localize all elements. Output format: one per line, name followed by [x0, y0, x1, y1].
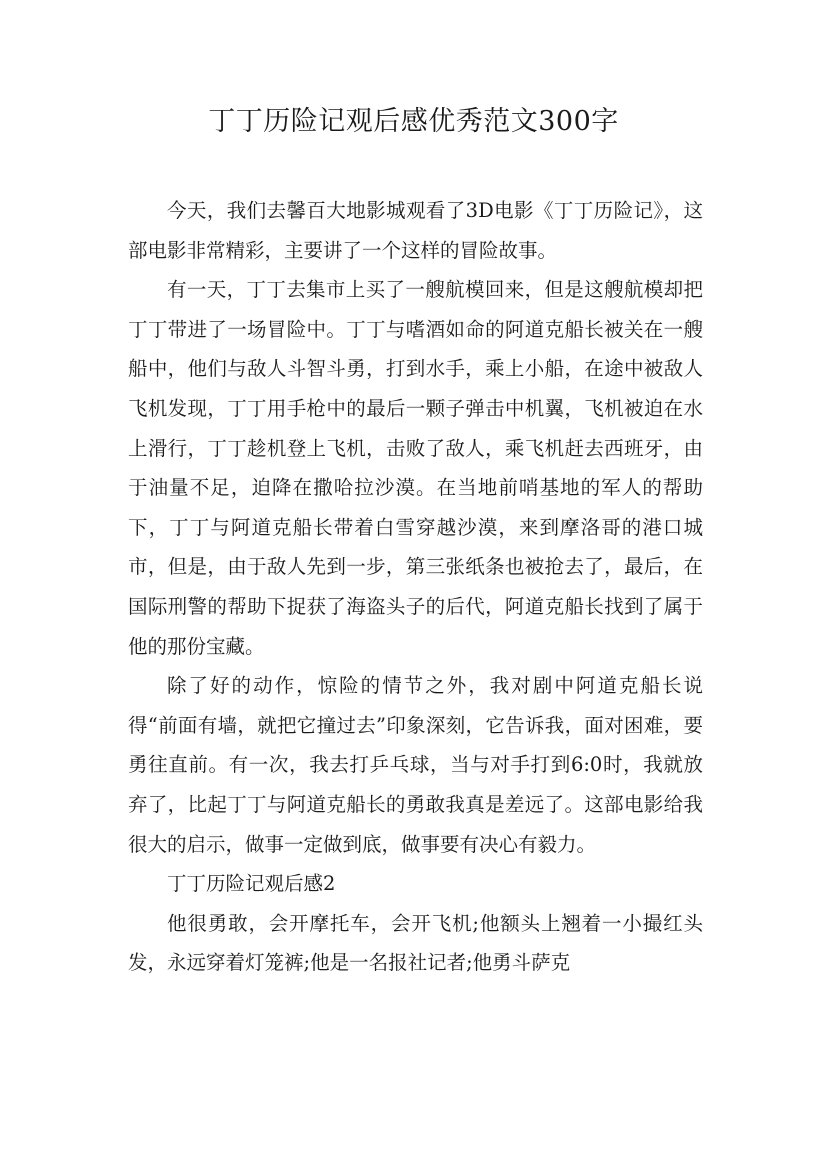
- document-body: [128, 191, 703, 983]
- paragraph-1: 今天，我们去馨百大地影城观看了3D电影《丁丁历险记》，这部电影非常精彩，主要讲了一个这样的冒险故事。: [128, 199, 703, 262]
- paragraph-4: 他很勇敢，会开摩托车，会开飞机;他额头上翘着一小撮红头发，永远穿着灯笼裤;他是一名报社记者;他勇斗萨克: [128, 911, 703, 975]
- section-heading: 丁丁历险记观后感2: [167, 872, 336, 896]
- page-title: 丁丁历险记观后感优秀范文300字: [208, 106, 619, 137]
- paragraph-2: 有一天，丁丁去集市上买了一艘航模回来，但是这艘航模却把丁丁带进了一场冒险中。丁丁与嗜酒如命的阿道克船长被关在一艘船中，他们与敌人斗智斗勇，打到水手，乘上小船，在途中被敌人飞机发现，丁丁用手枪中的最后一颗子弹击中机翼，飞机被迫在水上滑行，丁丁趁机登上飞机，击败了敌人，乘飞机赶去西班牙，由于油量不足，迫降在撒哈拉沙漠。在当地前哨基地的军人的帮助下，丁丁与阿道克船长带着白雪穿越沙漠，来到摩洛哥的港口城市，但是，由于敌人先到一步，第三张纸条也被抢去了，最后，在国际刑警的帮助下捉获了海盗头子的后代，阿道克船长找到了属于他的那份宝藏。: [128, 278, 703, 658]
- paragraph-3: 除了好的动作，惊险的情节之外，我对剧中阿道克船长说得“前面有墙，就把它撞过去”印象深刻，它告诉我，面对困难，要勇往直前。有一次，我去打乒乓球，当与对手打到6:0时，我就放弃了，比起丁丁与阿道克船长的勇敢我真是差远了。这部电影给我很大的启示，做事一定做到底，做事要有决心有毅力。: [128, 674, 703, 856]
